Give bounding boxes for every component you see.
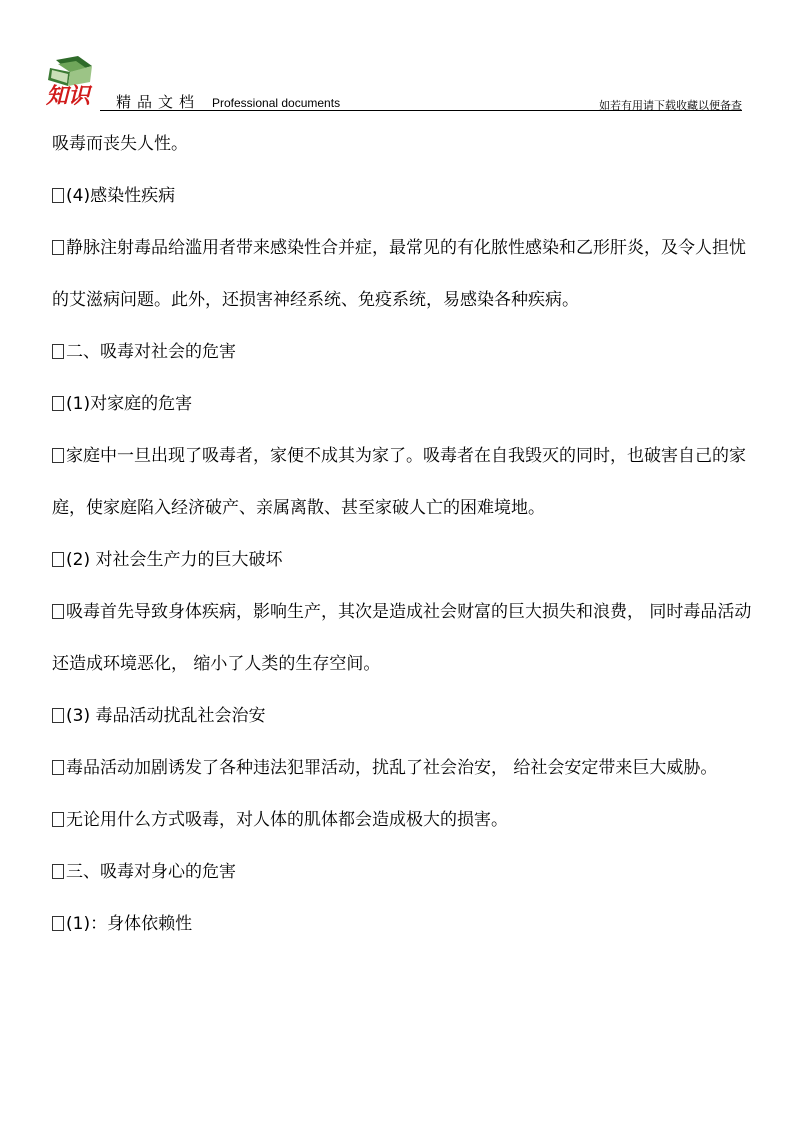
checkbox-glyph-icon bbox=[52, 760, 64, 775]
paragraph: (1)：身体依赖性 bbox=[52, 898, 758, 950]
paragraph: (4)感染性疾病 bbox=[52, 170, 758, 222]
checkbox-glyph-icon bbox=[52, 240, 64, 255]
header-note: 如若有用请下载收藏以便备查 bbox=[599, 99, 742, 112]
header-title: 精品文档 bbox=[116, 93, 201, 111]
checkbox-glyph-icon bbox=[52, 188, 64, 203]
header-divider bbox=[100, 110, 742, 111]
paragraph: 毒品活动加剧诱发了各种违法犯罪活动，扰乱了社会治安， 给社会安定带来巨大威胁。 bbox=[52, 742, 758, 794]
paragraph: 无论用什么方式吸毒，对人体的肌体都会造成极大的损害。 bbox=[52, 794, 758, 846]
section-heading: 二、吸毒对社会的危害 bbox=[52, 326, 758, 378]
header-subtitle: Professional documents bbox=[212, 96, 341, 110]
paragraph: (3) 毒品活动扰乱社会治安 bbox=[52, 690, 758, 742]
checkbox-glyph-icon bbox=[52, 552, 64, 567]
checkbox-glyph-icon bbox=[52, 708, 64, 723]
paragraph: 吸毒首先导致身体疾病，影响生产，其次是造成社会财富的巨大损失和浪费， 同时毒品活动还造成环境恶化， 缩小了人类的生存空间。 bbox=[52, 602, 752, 674]
checkbox-glyph-icon bbox=[52, 344, 64, 359]
checkbox-glyph-icon bbox=[52, 916, 64, 931]
document-body bbox=[52, 118, 758, 950]
paragraph: (1)对家庭的危害 bbox=[52, 378, 758, 430]
paragraph: 家庭中一旦出现了吸毒者，家便不成其为家了。吸毒者在自我毁灭的同时，也破害自己的家庭，使家庭陷入经济破产、亲属离散、甚至家破人亡的困难境地。 bbox=[52, 446, 746, 518]
paragraph: 静脉注射毒品给滥用者带来感染性合并症，最常见的有化脓性感染和乙形肝炎，及令人担忧 的艾滋病问题。此外，还损害神经系统、免疫系统，易感染各种疾病。 bbox=[52, 238, 746, 310]
paragraph: 吸毒而丧失人性。 bbox=[52, 134, 188, 154]
svg-text:知识: 知识 bbox=[46, 83, 91, 108]
paragraph: (2) 对社会生产力的巨大破坏 bbox=[52, 534, 758, 586]
section-heading: 三、吸毒对身心的危害 bbox=[52, 846, 758, 898]
checkbox-glyph-icon bbox=[52, 448, 64, 463]
checkbox-glyph-icon bbox=[52, 812, 64, 827]
checkbox-glyph-icon bbox=[52, 864, 64, 879]
checkbox-glyph-icon bbox=[52, 396, 64, 411]
checkbox-glyph-icon bbox=[52, 604, 64, 619]
page-header bbox=[0, 0, 794, 112]
book-logo-icon bbox=[44, 56, 102, 108]
